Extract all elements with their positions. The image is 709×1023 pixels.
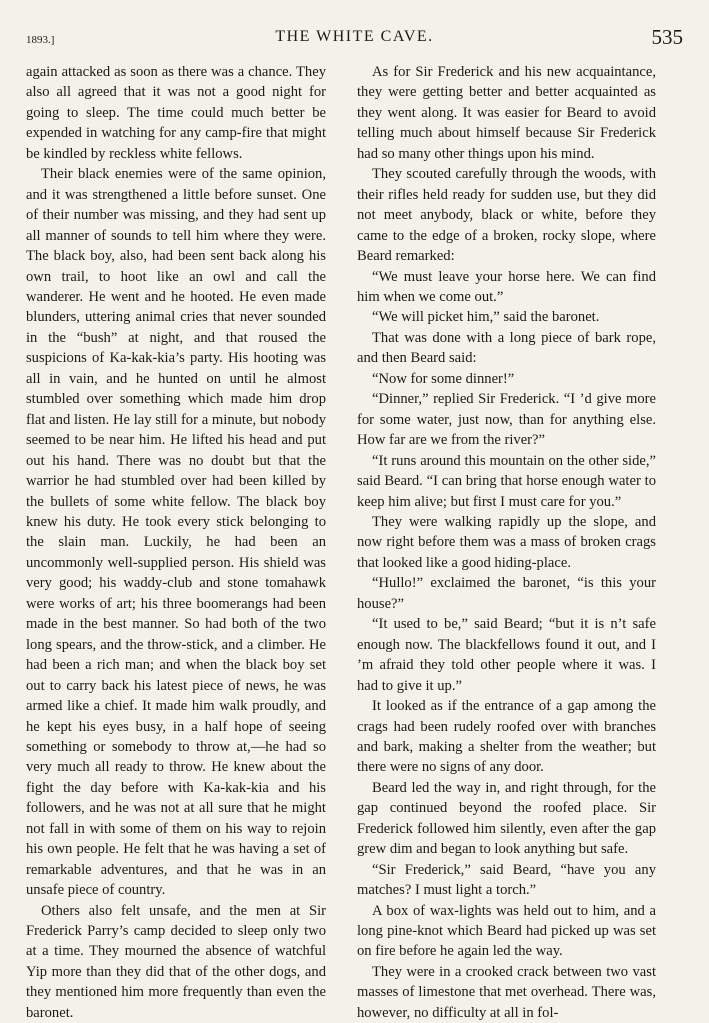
- paragraph: “Hullo!” exclaimed the baronet, “is this your house?”: [357, 575, 656, 612]
- paragraph: They were in a crooked crack between two vast masses of limestone that met overhead. There was, however, no difficulty at all in fol-: [357, 963, 656, 1021]
- page-number: 535: [651, 25, 683, 49]
- paragraph: Others also felt unsafe, and the men at Sir Frederick Parry’s camp decided to sleep only two at a time. They mourned the absence of watchful Yip more than they did that of the other dogs, and they mentioned him more frequently than even the baronet.: [26, 902, 326, 1021]
- paragraph: “Sir Frederick,” said Beard, “have you any matches? I must light a torch.”: [357, 861, 656, 899]
- year-label: 1893.]: [26, 34, 55, 46]
- paragraph: “We must leave your horse here. We can find him when we come out.”: [357, 268, 656, 305]
- left-column: [26, 62, 326, 1023]
- paragraph: “Dinner,” replied Sir Frederick. “I ’d give more for some water, just now, than for anything else. How far are we from the river?”: [357, 391, 656, 449]
- paragraph: As for Sir Frederick and his new acquaintance, they were getting better and better acquainted as they went along. It was easier for Beard to avoid telling much about himself because Sir Frederick had so many other things upon his mind.: [357, 64, 656, 162]
- paragraph: “Now for some dinner!”: [372, 370, 515, 387]
- paragraph: “It used to be,” said Beard; “but it is n’t safe enough now. The blackfellows found it out, and I ’m afraid they told other people where it was. I had to give it up.”: [357, 616, 656, 694]
- chapter-title: THE WHITE CAVE.: [275, 28, 434, 45]
- paragraph: Beard led the way in, and right through, for the gap continued beyond the roofed place. Sir Frederick followed him silently, even after the gap grew dim and began to look anything but safe.: [357, 779, 656, 858]
- paragraph: “We will picket him,” said the baronet.: [372, 309, 600, 326]
- paragraph: Their black enemies were of the same opinion, and it was strengthened a little before sunset. One of their number was missing, and they had sent up all manner of sounds to tell him where they were. The black boy, also, had been sent back along his own trail, to hoot like an owl and call the wanderer. He went and he hooted. He even made blunders, uttering animal cries that never sounded in the “bush” at night, and that roused the suspicions of Ka-kak-kia’s party. His hooting was all in vain, and he hunted on until he almost stumbled over something which made him drop flat and listen. He lay still for a minute, but nobody seemed to be near him. He lifted his head and put out his hand. There was no doubt but that the warrior he had stumbled over had been killed by the bullets of some white fellow. The black boy knew his duty. He took every stick belonging to the slain man. Luckily, he had been an uncommonly well-supplied person. His shield was very good; his waddy-club and stone tomahawk were works of art; his three boomerangs had been made in the best manner. So had both of the two long spears, and the throw-stick, and a climber. He had been a rich man; and when the black boy set out to carry back his latest piece of news, he was armed like a chief. It made him walk proudly, and he kept his eyes busy, in a half hope of seeing something or somebody to throw at,—he had so very much all ready to throw. He knew about the fight the day before with Ka-kak-kia and his followers, and he was not at all sure that he might not fall in with some of them on his way to rejoin his own people. He felt that he was having a set of remarkable adventures, and that he was in an unsafe piece of country.: [26, 166, 326, 899]
- paragraph: They scouted carefully through the woods, with their rifles held ready for sudden use, but they did not meet anybody, black or white, before they came to the edge of a broken, rocky slope, where Beard remarked:: [357, 166, 656, 265]
- paragraph: A box of wax-lights was held out to him, and a long pine-knot which Beard had picked up was set on fire before he again led the way.: [357, 902, 656, 960]
- paragraph: They were walking rapidly up the slope, and now right before them was a mass of broken crags that looked like a good hiding-place.: [357, 513, 656, 571]
- paragraph: That was done with a long piece of bark rope, and then Beard said:: [357, 329, 656, 367]
- paragraph: “It runs around this mountain on the other side,” said Beard. “I can bring that horse enough water to keep him alive; but first I must care for you.”: [357, 452, 656, 510]
- paragraph: again attacked as soon as there was a chance. They also all agreed that it was not a good night for going to sleep. The time could much better be expended in watching for any camp-fire that might be kindled by reckless white fellows.: [26, 64, 326, 162]
- right-column: [357, 62, 656, 1023]
- paragraph: It looked as if the entrance of a gap among the crags had been rudely roofed over with branches and bark, making a shelter from the weather; but there were no signs of any door.: [357, 698, 656, 776]
- running-head: [26, 22, 683, 52]
